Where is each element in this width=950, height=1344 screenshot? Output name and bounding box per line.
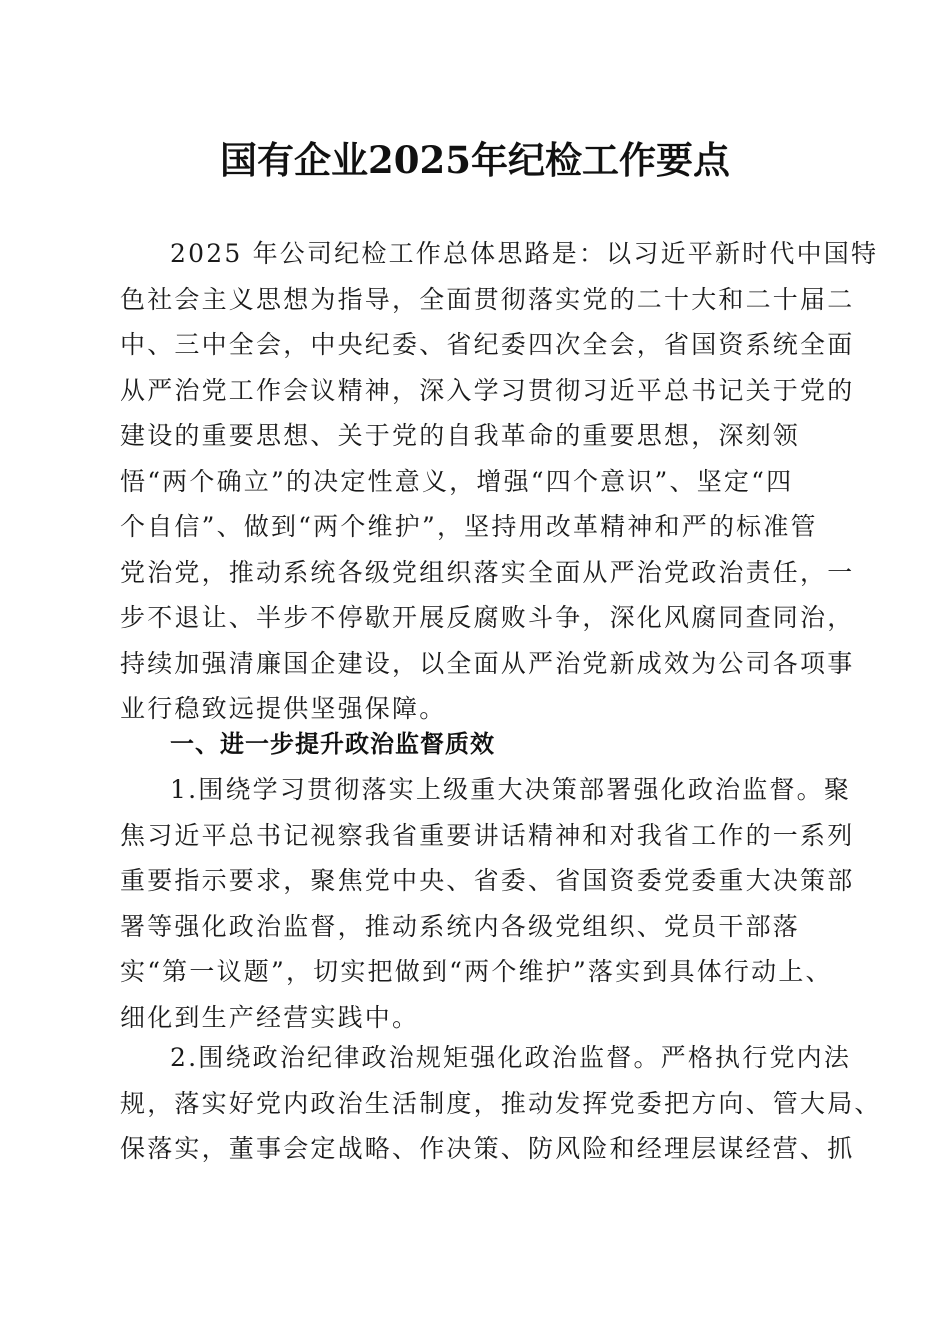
item-1-line: 焦习近平总书记视察我省重要讲话精神和对我省工作的一系列 <box>120 820 855 850</box>
item-1-line: 细化到生产经营实践中。 <box>120 1002 420 1032</box>
intro-line: 党治党，推动系统各级党组织落实全面从严治党政治责任，一 <box>120 557 855 587</box>
intro-line: 从严治党工作会议精神，深入学习贯彻习近平总书记关于党的 <box>120 375 855 405</box>
section-heading: 一、进一步提升政治监督质效 <box>170 730 495 758</box>
intro-line: 色社会主义思想为指导，全面贯彻落实党的二十大和二十届二 <box>120 284 855 314</box>
item-1-line: 1.围绕学习贯彻落实上级重大决策部署强化政治监督。聚 <box>170 775 852 804</box>
intro-line: 中、三中全会，中央纪委、省纪委四次全会，省国资系统全面 <box>120 330 855 359</box>
item-2-line: 2.围绕政治纪律政治规矩强化政治监督。严格执行党内法 <box>170 1043 852 1072</box>
item-2-line: 规，落实好党内政治生活制度，推动发挥党委把方向、管大局、 <box>120 1088 882 1118</box>
intro-line: 2025 年公司纪检工作总体思路是：以习近平新时代中国特 <box>170 239 879 268</box>
intro-line: 建设的重要思想、关于党的自我革命的重要思想，深刻领 <box>120 421 801 450</box>
item-1-paragraph <box>120 767 855 1040</box>
item-2-line: 保落实，董事会定战略、作决策、防风险和经理层谋经营、抓 <box>120 1134 855 1163</box>
intro-line: 个自信”、做到“两个维护”，坚持用改革精神和严的标准管 <box>120 512 818 541</box>
intro-line: 业行稳致远提供坚强保障。 <box>120 694 447 723</box>
document-title: 国有企业2025年纪检工作要点 <box>220 138 730 182</box>
item-1-line: 署等强化政治监督，推动系统内各级党组织、党员干部落 <box>120 911 801 941</box>
intro-line: 持续加强清廉国企建设，以全面从严治党新成效为公司各项事 <box>120 648 855 678</box>
intro-line: 步不退让、半步不停歇开展反腐败斗争，深化风腐同查同治， <box>120 603 855 632</box>
item-1-line: 实“第一议题”，切实把做到“两个维护”落实到具体行动上、 <box>120 957 833 986</box>
item-1-line: 重要指示要求，聚焦党中央、省委、省国资委党委重大决策部 <box>120 866 855 895</box>
intro-paragraph <box>120 231 879 732</box>
item-2-paragraph <box>120 1035 882 1172</box>
intro-line: 悟“两个确立”的决定性意义，增强“四个意识”、坚定“四 <box>120 466 794 496</box>
